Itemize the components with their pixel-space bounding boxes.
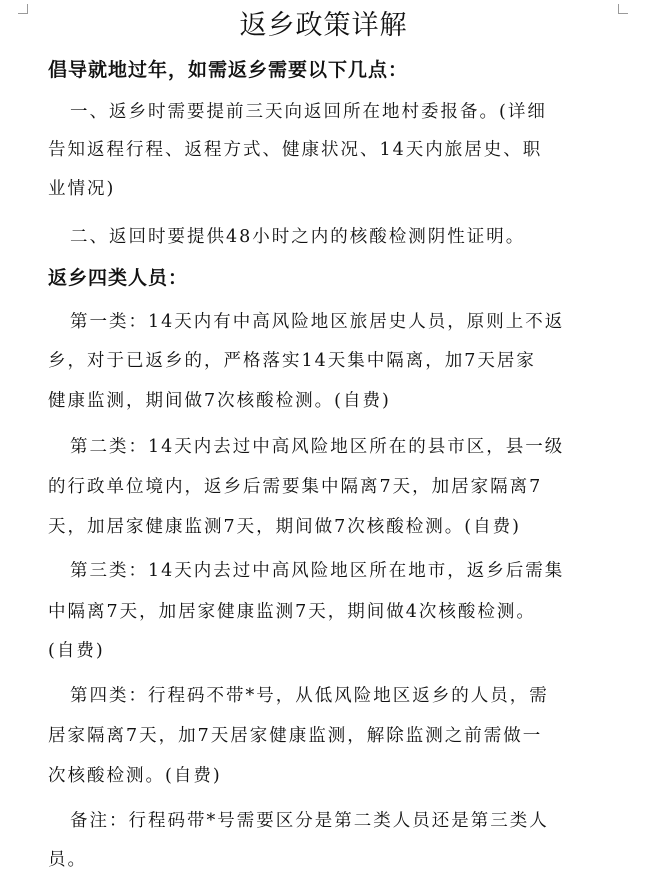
heading-intro: 倡导就地过年，如需返乡需要以下几点： (48, 59, 409, 81)
category4-line1: 第四类：行程码不带*号，从低风险地区返乡的人员，需 (70, 686, 549, 706)
category1-line2: 乡，对于已返乡的，严格落实14天集中隔离，加7天居家 (48, 351, 536, 371)
category1-line3: 健康监测，期间做7次核酸检测。(自费) (48, 391, 391, 411)
point1-line1: 一、返乡时需要提前三天向返回所在地村委报备。(详细 (70, 102, 547, 122)
heading-categories: 返乡四类人员： (48, 267, 189, 289)
category2-line2: 的行政单位境内，返乡后需要集中隔离7天，加居家隔离7 (48, 477, 543, 497)
category3-line1: 第三类：14天内去过中高风险地区所在地市，返乡后需集 (70, 561, 565, 581)
category4-line2: 居家隔离7天，加7天居家健康监测，解除监测之前需做一 (48, 726, 543, 746)
point2-line1: 二、返回时要提供48小时之内的核酸检测阴性证明。 (70, 227, 526, 247)
category2-line1: 第二类：14天内去过中高风险地区所在的县市区，县一级 (70, 437, 565, 457)
category3-line2: 中隔离7天，加居家健康监测7天，期间做4次核酸检测。 (48, 602, 536, 622)
category4-line3: 次核酸检测。(自费) (48, 766, 222, 786)
document-title: 返乡政策详解 (239, 10, 408, 41)
note-line1: 备注：行程码带*号需要区分是第二类人员还是第三类人 (70, 811, 549, 831)
category2-line3: 天，加居家健康监测7天，期间做7次核酸检测。(自费) (48, 517, 521, 537)
category1-line1: 第一类：14天内有中高风险地区旅居史人员，原则上不返 (70, 312, 565, 332)
point1-line3: 业情况) (48, 179, 116, 199)
point1-line2: 告知返程行程、返程方式、健康状况、14天内旅居史、职 (48, 140, 543, 160)
note-line2: 员。 (48, 850, 87, 870)
category3-line3: (自费) (48, 641, 105, 661)
